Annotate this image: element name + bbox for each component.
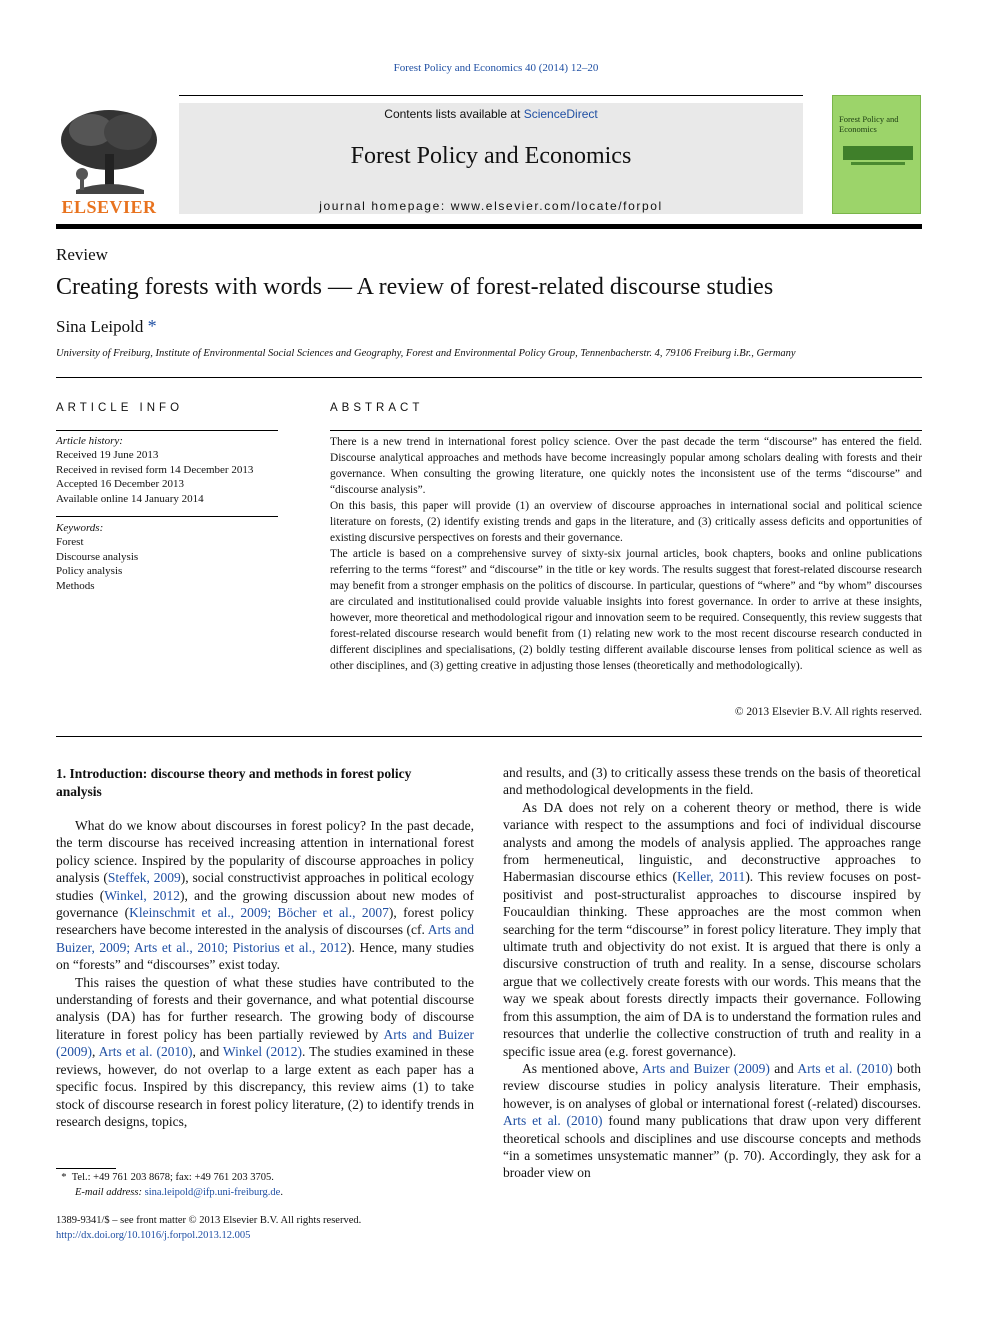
text-run: ,: [92, 1044, 99, 1060]
text-run: ), forest policy researchers have become interested in the analysis of discourses (cf.: [56, 905, 475, 938]
page-footer: [56, 1213, 476, 1243]
text-run: . The studies examined in these reviews, however, do not overlap to a large extent as each paper has a specific focus. Inspired by this discrepancy, this review aims (1) to take stock of discourse research in forest policy literature, (2) to identify trends in research designs, topics,: [56, 1044, 475, 1129]
abstract-body: [330, 434, 922, 674]
abstract-copyright: © 2013 Elsevier B.V. All rights reserved.: [734, 706, 922, 718]
article-type: Review: [56, 245, 108, 264]
email-label: E-mail address:: [75, 1187, 145, 1198]
header-divider: [56, 224, 922, 229]
author-name: Sina Leipold: [56, 317, 144, 336]
keyword: Policy analysis: [56, 565, 123, 578]
citation-link[interactable]: Arts et al. (2010): [98, 1044, 193, 1060]
citation-link[interactable]: Winkel, 2012: [104, 887, 181, 903]
text-run: , and: [192, 1044, 223, 1060]
text-run: ). Hence, many studies on “forests” and “discourses” exist today.: [56, 939, 475, 973]
body-column-left: [56, 817, 474, 1130]
citation-link[interactable]: Arts and Buizer (2009): [642, 1060, 770, 1076]
cover-image-band: [843, 146, 913, 160]
body-paragraph: [56, 974, 474, 1131]
journal-header-band: [179, 103, 803, 214]
body-paragraph: and results, and (3) to critically assess these trends on the basis of theoretical and methodological developments in the field.: [503, 765, 921, 798]
citation-link[interactable]: Winkel (2012): [222, 1044, 303, 1060]
elsevier-wordmark: ELSEVIER: [61, 197, 157, 217]
journal-citation-link[interactable]: Forest Policy and Economics 40 (2014) 12–20: [393, 62, 599, 74]
text-run: ), social constructivist approaches in political ecology studies (: [56, 870, 474, 903]
keyword: Methods: [56, 579, 95, 592]
journal-title: Forest Policy and Economics: [350, 143, 632, 169]
email-link[interactable]: sina.leipold@ifp.uni-freiburg.de: [144, 1187, 281, 1198]
body-column-right: [503, 764, 921, 1182]
issn-line: 1389-9341/$ – see front matter © 2013 Elsevier B.V. All rights reserved.: [56, 1215, 362, 1226]
text-run: both review discourse studies in policy analysis literature. Their emphasis, however, is on analyses of global or international forest (-related) discourses.: [503, 1060, 922, 1111]
footnote-mark: *: [61, 1172, 67, 1183]
abstract-divider: [56, 736, 922, 737]
history-received: Received 19 June 2013: [56, 449, 159, 462]
citation-link[interactable]: Arts and Buizer, 2009; Arts et al., 2010; Pistorius et al., 2012: [56, 922, 474, 955]
footnote-email-line: [56, 1185, 476, 1200]
keyword: Forest: [56, 536, 84, 549]
text-run: As mentioned above,: [522, 1060, 642, 1076]
abstract-paragraph: On this basis, this paper will provide (1) an overview of discourse approaches in international social and political science literature on forests, (2) identify existing trends and gaps in the literature, and (3) critically assess deficits and opportunities of existing discursive perspectives on forests and their governance.: [330, 500, 922, 544]
text-run: found many publications that draw upon very different theoretical schools and disciplines and use discourse concepts and methods “in a sometimes unsystematic manner” (p. 70). Accordingly, they ask for a broader view on: [503, 1113, 921, 1181]
text-run: This raises the question of what these studies have contributed to the understanding of forests and their governance, and what potential discourse analysis (DA) has for further research. The growing body of discourse literature in forest policy has been partially reviewed by: [56, 974, 474, 1042]
citation-link[interactable]: Kleinschmit et al., 2009; Böcher et al., 2007: [129, 905, 389, 921]
keywords-label: Keywords:: [56, 522, 104, 534]
top-rule: [179, 95, 803, 96]
article-info-heading: ARTICLE INFO: [56, 402, 184, 414]
article-title: Creating forests with words — A review of forest-related discourse studies: [56, 274, 774, 300]
citation-link[interactable]: Arts et al. (2010): [797, 1060, 893, 1076]
history-revised: Received in revised form 14 December 2013: [56, 463, 254, 476]
citation-link[interactable]: Keller, 2011: [676, 869, 746, 885]
citation-link[interactable]: Steffek, 2009: [107, 870, 181, 886]
author-line: [56, 316, 157, 337]
footnote-contact: [56, 1170, 476, 1185]
text-run: ), and the growing discussion about new modes of governance (: [56, 887, 474, 921]
author-footnote-link[interactable]: *: [147, 316, 157, 336]
title-divider: [56, 377, 922, 378]
article-history: [56, 434, 278, 506]
history-label: Article history:: [56, 435, 123, 447]
citation-link[interactable]: Arts et al. (2010): [503, 1113, 603, 1129]
abstract-heading: ABSTRACT: [330, 402, 424, 414]
history-online: Available online 14 January 2014: [56, 492, 204, 505]
keyword: Discourse analysis: [56, 550, 139, 563]
email-end: .: [280, 1187, 283, 1198]
text-run: As DA does not rely on a coherent theory or method, there is wide variance with respect to the assumptions and foci of individual discourse analysts and among the models of analysis applied. The approaches range from hermeneutical, linguistic, and deconstructive approaches to Habermasian discourse ethics (: [503, 799, 921, 885]
cover-subband: [851, 162, 905, 165]
info-rule: [56, 430, 278, 431]
author-footnote: [56, 1170, 476, 1200]
footnote-rule: [56, 1168, 116, 1169]
contents-prefix: Contents lists available at: [384, 107, 524, 121]
journal-homepage[interactable]: journal homepage: www.elsevier.com/locate/forpol: [319, 199, 663, 213]
section-heading: 1. Introduction: discourse theory and methods in forest policy analysis: [56, 766, 412, 799]
history-accepted: Accepted 16 December 2013: [56, 478, 184, 491]
body-paragraph: [503, 799, 921, 1060]
footnote-phone: Tel.: +49 761 203 8678; fax: +49 761 203 3705.: [71, 1172, 274, 1183]
contents-line: [179, 107, 803, 121]
abstract-paragraph: The article is based on a comprehensive survey of sixty-six journal articles, book chapters, books and online publications referring to the terms “forest” and “discourse” in the title or key words. The results suggest that forest-related discourse research may benefit from a stronger emphasis on the politics of discourse. In particular, questions of “where” and “by whom” discourses are circulated and institutionalised could provide valuable insights into forest governance. In order to arrive at these insights, however, more theoretical and methodological rigour and innovation seem to be required. Consequently, this review suggests that forest-related discourse research would benefit from (1) relating new work to the most recent discourse research conducted in different disciplines and specialisations, (2) boldly testing different available discourse lenses from political science as well as other disciplines, and (3) getting creative in adjusting those lenses (theoretically and methodologically).: [330, 548, 922, 672]
keywords: [56, 521, 278, 593]
body-paragraph: [56, 817, 474, 974]
citation-link[interactable]: Arts and Buizer (2009): [56, 1026, 475, 1060]
keywords-rule: [56, 516, 278, 517]
text-run: and: [769, 1060, 798, 1076]
body-paragraph: [503, 1060, 921, 1182]
abstract-paragraph: There is a new trend in international forest policy science. Over the past decade the term “discourse” has entered the field. Discourse analytical approaches and methods have become increasingly popular among scholars dealing with forests and their governance. When consulting the growing literature, one quickly notes the inconsistent use of the terms “discourse” and “discourse analysis”.: [330, 436, 922, 496]
text-run: What do we know about discourses in forest policy? In the past decade, the term discourse has received increasing attention in international forest policy science. Inspired by the popularity of discourse approaches in policy analysis (: [56, 818, 474, 886]
text-run: ). This review focuses on post-positivist and post-structuralist approaches to discourse inspired by Foucauldian thinking. These approaches are the most common when searching for the term “discourse” in forest policy literature. They imply that ultimate truth and objectivity do not exist. It is argued that there is only a discursive construction of truth and reality. In a sense, discourse scholars argue that we collectively create forests with our words. This means that the way we speak about forests directly impacts their governance. Following from this assumption, the aim of DA is to understand the formation rules and resources that underlie the collective construction of truth and reality in a specific issue area (e.g. forest governance).: [503, 869, 921, 1059]
sciencedirect-link[interactable]: ScienceDirect: [523, 107, 598, 121]
journal-cover-thumbnail: [832, 95, 921, 214]
doi-link[interactable]: http://dx.doi.org/10.1016/j.forpol.2013.12.005: [56, 1230, 251, 1241]
abstract-rule: [330, 430, 922, 431]
cover-title: Forest Policy and Economics: [839, 114, 899, 134]
author-affiliation: University of Freiburg, Institute of Environmental Social Sciences and Geography, Forest and Environmental Policy Group, Tennenbacherstr. 4, 79106 Freiburg i.Br., Germany: [56, 348, 796, 359]
